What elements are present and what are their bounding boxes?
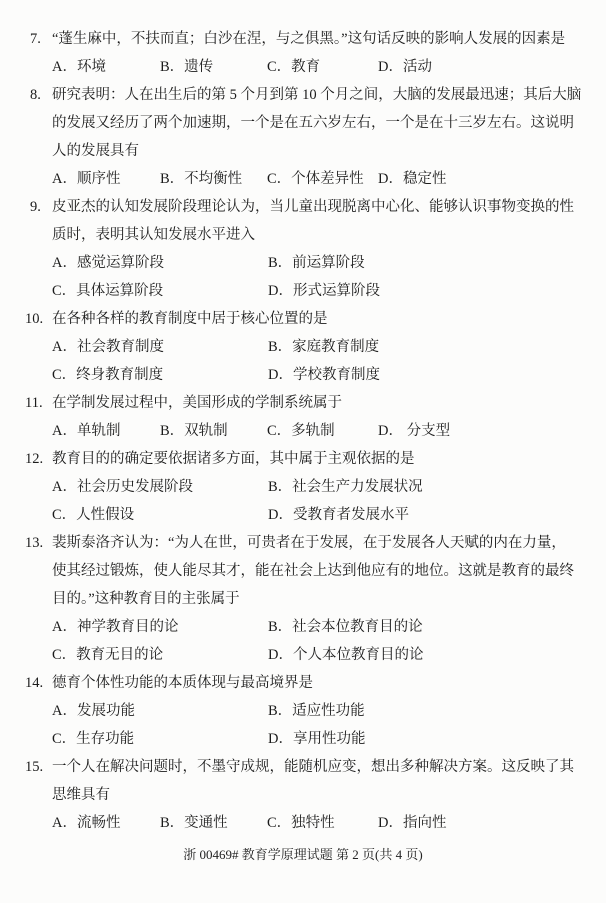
question-text-line: 在各种各样的教育制度中居于核心位置的是 (52, 311, 328, 327)
option-c: C．具体运算阶段 (52, 283, 164, 299)
question-block (0, 529, 606, 669)
option-a: A．流畅性 (52, 815, 121, 831)
question-block (0, 445, 606, 529)
page-footer: 浙 00469# 教育学原理试题 第 2 页(共 4 页) (183, 847, 423, 862)
option-row (52, 165, 590, 193)
option-c: C．人性假设 (52, 507, 135, 523)
option-row (52, 697, 590, 725)
option-row (52, 641, 590, 669)
question-number: 15. (25, 759, 44, 775)
option-b: B．家庭教育制度 (268, 339, 380, 355)
option-b: B．变通性 (160, 815, 228, 831)
question-text-line: 人的发展具有 (52, 143, 139, 159)
question-text-line: 裴斯泰洛齐认为：“为人在世，可贵者在于发展，在于发展各人天赋的内在力量， (52, 535, 566, 551)
option-row (52, 53, 590, 81)
question-text-line: 目的。”这种教育目的主张属于 (52, 591, 240, 607)
option-row (52, 361, 590, 389)
question-number: 9. (30, 199, 41, 215)
question-text-line: 皮亚杰的认知发展阶段理论认为，当儿童出现脱离中心化、能够认识事物变换的性 (52, 199, 574, 215)
option-a: A．顺序性 (52, 171, 121, 187)
question-number: 14. (25, 675, 44, 691)
question-number: 8. (30, 87, 41, 103)
question-block (0, 669, 606, 753)
option-d: D． 分支型 (378, 423, 451, 439)
option-b: B．社会本位教育目的论 (268, 619, 423, 635)
question-text-line: 一个人在解决问题时，不墨守成规，能随机应变，想出多种解决方案。这反映了其 (52, 759, 574, 775)
option-c: C．教育 (267, 59, 321, 75)
question-block (0, 193, 606, 305)
question-number: 10. (25, 311, 44, 327)
question-block (0, 753, 606, 837)
option-a: A．发展功能 (52, 703, 135, 719)
option-row (52, 501, 590, 529)
question-number: 11. (25, 395, 43, 411)
option-d: D．形式运算阶段 (268, 283, 380, 299)
option-row (52, 613, 590, 641)
option-a: A．神学教育目的论 (52, 619, 179, 635)
question-number: 13. (25, 535, 44, 551)
option-a: A．单轨制 (52, 423, 121, 439)
option-b: B．不均衡性 (160, 171, 243, 187)
option-row (52, 473, 590, 501)
option-row (52, 725, 590, 753)
option-row (52, 417, 590, 445)
question-text-line: “蓬生麻中，不扶而直；白沙在涅，与之俱黑。”这句话反映的影响人发展的因素是 (52, 31, 566, 47)
option-row (52, 277, 590, 305)
question-text-line: 使其经过锻炼，使人能尽其才，能在社会上达到他应有的地位。这就是教育的最终 (52, 563, 574, 579)
option-d: D．指向性 (378, 815, 447, 831)
question-text-line: 在学制发展过程中，美国形成的学制系统属于 (52, 395, 342, 411)
question-block (0, 25, 606, 81)
option-c: C．终身教育制度 (52, 367, 164, 383)
option-c: C．独特性 (267, 815, 335, 831)
option-d: D．稳定性 (378, 171, 447, 187)
question-text-line: 教育目的的确定要依据诸多方面，其中属于主观依据的是 (52, 451, 415, 467)
question-text-line: 质时，表明其认知发展水平进入 (52, 227, 255, 243)
option-row (52, 809, 590, 837)
option-b: B．遗传 (160, 59, 214, 75)
option-a: A．环境 (52, 59, 106, 75)
question-text-line: 研究表明：人在出生后的第 5 个月到第 10 个月之间，大脑的发展最迅速；其后大脑 (52, 87, 582, 103)
question-block (0, 389, 606, 445)
option-a: A．感觉运算阶段 (52, 255, 164, 271)
option-c: C．个体差异性 (267, 171, 364, 187)
option-a: A．社会历史发展阶段 (52, 479, 193, 495)
option-c: C．教育无目的论 (52, 647, 164, 663)
option-d: D．享用性功能 (268, 731, 366, 747)
option-c: C．多轨制 (267, 423, 335, 439)
option-b: B．适应性功能 (268, 703, 365, 719)
option-b: B．前运算阶段 (268, 255, 365, 271)
option-row (52, 333, 590, 361)
question-number: 7. (30, 31, 41, 47)
question-block (0, 81, 606, 193)
option-row (52, 249, 590, 277)
question-number: 12. (25, 451, 44, 467)
question-list (0, 25, 606, 837)
option-a: A．社会教育制度 (52, 339, 164, 355)
option-d: D．受教育者发展水平 (268, 507, 409, 523)
question-block (0, 305, 606, 389)
option-b: B．双轨制 (160, 423, 228, 439)
option-b: B．社会生产力发展状况 (268, 479, 423, 495)
option-d: D．活动 (378, 59, 432, 75)
option-c: C．生存功能 (52, 731, 135, 747)
option-d: D．学校教育制度 (268, 367, 380, 383)
question-text-line: 德育个体性功能的本质体现与最高境界是 (52, 675, 313, 691)
question-text-line: 的发展又经历了两个加速期，一个是在五六岁左右，一个是在十三岁左右。这说明 (52, 115, 574, 131)
option-d: D．个人本位教育目的论 (268, 647, 424, 663)
question-text-line: 思维具有 (52, 787, 110, 803)
exam-page (0, 25, 606, 864)
